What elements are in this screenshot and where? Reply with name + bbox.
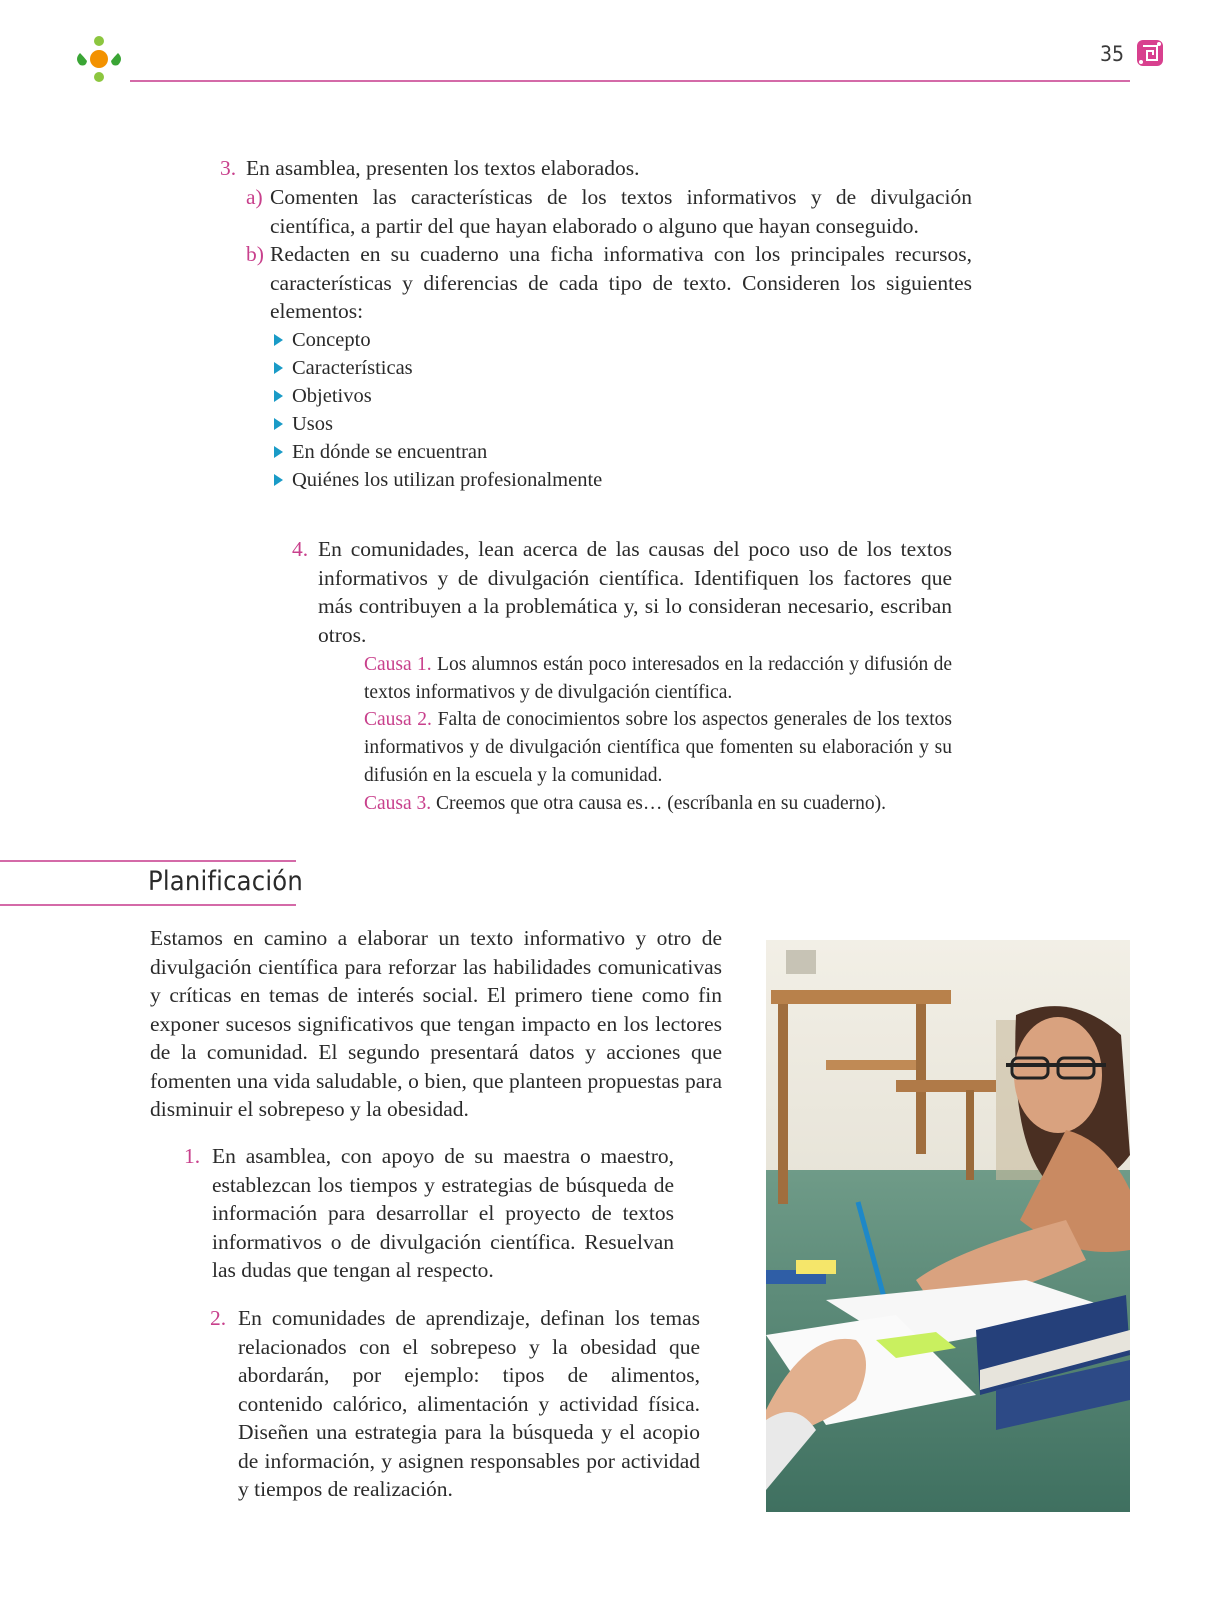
cause-item: Causa 3. Creemos que otra causa es… (escríbanla en su cuaderno).	[364, 792, 886, 814]
item-number: 3.	[220, 156, 237, 180]
planning-item-1: 1. En asamblea, con apoyo de su maestra o maestro, establezcan los tiempos y estrategias de búsqueda de información para desarrollar el proyecto de textos informativos o de divulgación científica. Resuelvan las dudas que tengan al respecto.	[184, 1144, 674, 1282]
bullet-triangle-icon	[274, 362, 283, 374]
bullet-triangle-icon	[274, 418, 283, 430]
planning-intro: Estamos en camino a elaborar un texto informativo y otro de divulgación científica para reforzar las habilidades comunicativas y críticas en temas de interés social. El primero tiene como fin exponer sucesos significativos que tengan impacto en los lectores de la comunidad. El segundo presentará datos y acciones que fomenten una vida saludable, o bien, que planteen propuestas para disminuir el sobrepeso y la obesidad.	[150, 926, 722, 1121]
bullet-triangle-icon	[274, 390, 283, 402]
bullet-triangle-icon	[274, 474, 283, 486]
cause-label: Causa 2.	[364, 709, 432, 731]
list-item: Quiénes los utilizan profesionalmente	[272, 466, 990, 494]
activity-text: En comunidades, lean acerca de las causas del poco uso de los textos informativos y de divulgación científica. Identifiquen los factores que más contribuyen a la problemática y, si lo consideran necesario, escriban otros.	[318, 537, 952, 647]
activity-text: En asamblea, presenten los textos elaborados.	[246, 156, 640, 180]
activity-3	[220, 154, 990, 494]
subitem-label: a)	[246, 185, 263, 209]
list-item: Objetivos	[272, 382, 990, 410]
student-studying-photo	[766, 940, 1130, 1512]
cause-label: Causa 3.	[364, 792, 432, 814]
heading-rule-bottom	[0, 904, 296, 906]
cause-label: Causa 1.	[364, 654, 432, 675]
bullet-triangle-icon	[274, 446, 283, 458]
causes-list	[364, 651, 952, 817]
page-number: 35	[1100, 42, 1125, 66]
pink-spiral-ornament-icon	[1135, 38, 1165, 68]
list-item: En dónde se encuentran	[272, 438, 990, 466]
list-item: Usos	[272, 410, 990, 438]
subitem-b-text: Redacten en su cuaderno una ficha informativa con los principales recursos, características y diferencias de cada tipo de texto. Consideren los siguientes elementos:	[270, 242, 972, 323]
item-number: 1.	[184, 1144, 201, 1168]
header-divider	[130, 80, 1130, 82]
item-number: 2.	[210, 1306, 227, 1330]
item-number: 4.	[292, 537, 309, 561]
activity-4	[292, 535, 952, 817]
subitem-label: b)	[246, 242, 264, 266]
section-heading: Planificación	[148, 866, 303, 897]
planning-item-2: 2. En comunidades de aprendizaje, definan los temas relacionados con el sobrepeso y la obesidad que abordarán, por ejemplo: tipos de alimentos, contenido calórico, alimentación y actividad física. Diseñen una estrategia para la búsqueda y el acopio de información, y asignen responsables por actividad y tiempos de realización.	[210, 1306, 700, 1501]
heading-rule-top	[0, 860, 296, 862]
subitem-a-text: Comenten las características de los textos informativos y de divulgación científica, a partir del que hayan elaborado o alguno que hayan conseguido.	[270, 185, 972, 238]
bullet-triangle-icon	[274, 334, 283, 346]
list-item: Concepto	[272, 326, 990, 354]
element-list	[272, 326, 990, 494]
list-item: Características	[272, 354, 990, 382]
cause-item: Causa 1. Los alumnos están poco interesados en la redacción y difusión de textos informativos y de divulgación científica.	[364, 654, 953, 703]
cause-item: Causa 2. Falta de conocimientos sobre los aspectos generales de los textos informativos y de divulgación científica que fomenten su elaboración y su difusión en la escuela y la comunidad.	[364, 709, 952, 786]
flower-logo-icon	[72, 34, 126, 84]
